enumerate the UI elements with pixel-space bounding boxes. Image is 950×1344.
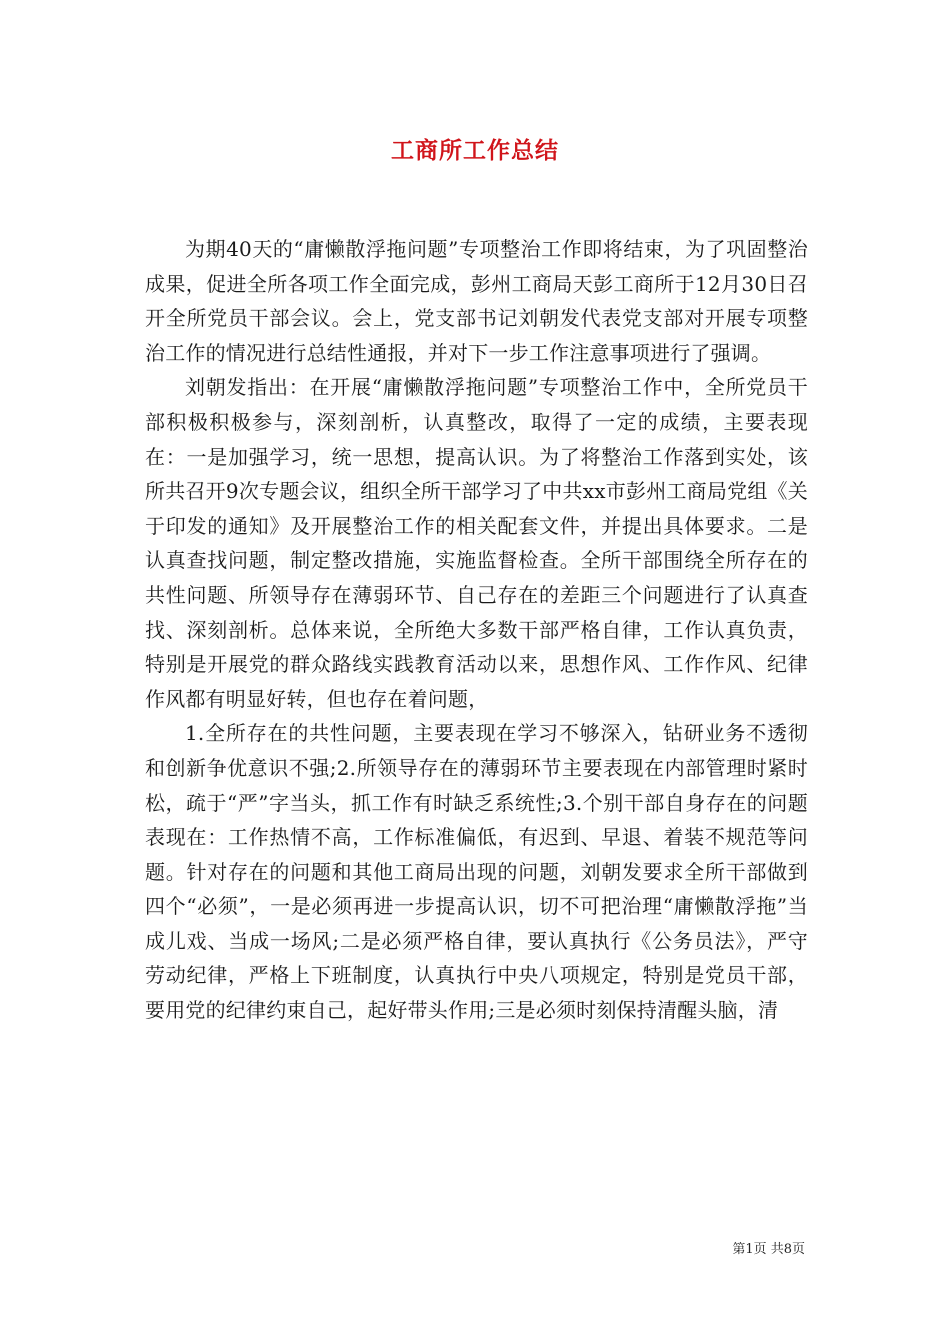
paragraph-2: 刘朝发指出：在开展“庸懒散浮拖问题”专项整治工作中，全所党员干部积极积极参与，深刻剖析，认真整改，取得了一定的成绩，主要表现在：一是加强学习，统一思想，提高认识。为了将整治工作落到实处，该所共召开9次专题会议，组织全所干部学习了中共xx市彭州工商局党组《关于印发的通知》及开展整治工作的相关配套文件，并提出具体要求。二是认真查找问题，制定整改措施，实施监督检查。全所干部围绕全所存在的共性问题、所领导存在薄弱环节、自己存在的差距三个问题进行了认真查找、深刻剖析。总体来说，全所绝大多数干部严格自律，工作认真负责，特别是开展党的群众路线实践教育活动以来，思想作风、工作作风、纪律作风都有明显好转，但也存在着问题， <box>145 375 808 711</box>
page-number: 第1页 共8页 <box>732 1242 805 1257</box>
document-title: 工商所工作总结 <box>391 137 559 164</box>
paragraph-3: 1.全所存在的共性问题，主要表现在学习不够深入，钻研业务不透彻和创新争优意识不强;2.所领导存在的薄弱环节主要表现在内部管理时紧时松，疏于“严”字当头，抓工作有时缺乏系统性;3.个别干部自身存在的问题表现在：工作热情不高，工作标准偏低，有迟到、早退、着装不规范等问题。针对存在的问题和其他工商局出现的问题，刘朝发要求全所干部做到四个“必须”，一是必须再进一步提高认识，切不可把治理“庸懒散浮拖”当成儿戏、当成一场风;二是必须严格自律，要认真执行《公务员法》，严守劳动纪律，严格上下班制度，认真执行中央八项规定，特别是党员干部，要用党的纪律约束自己，起好带头作用;三是必须时刻保持清醒头脑，清 <box>145 721 808 1023</box>
document-body <box>145 232 808 1028</box>
paragraph-1: 为期40天的“庸懒散浮拖问题”专项整治工作即将结束，为了巩固整治成果，促进全所各项工作全面完成，彭州工商局天彭工商所于12月30日召开全所党员干部会议。会上，党支部书记刘朝发代表党支部对开展专项整治工作的情况进行总结性通报，并对下一步工作注意事项进行了强调。 <box>145 237 808 365</box>
